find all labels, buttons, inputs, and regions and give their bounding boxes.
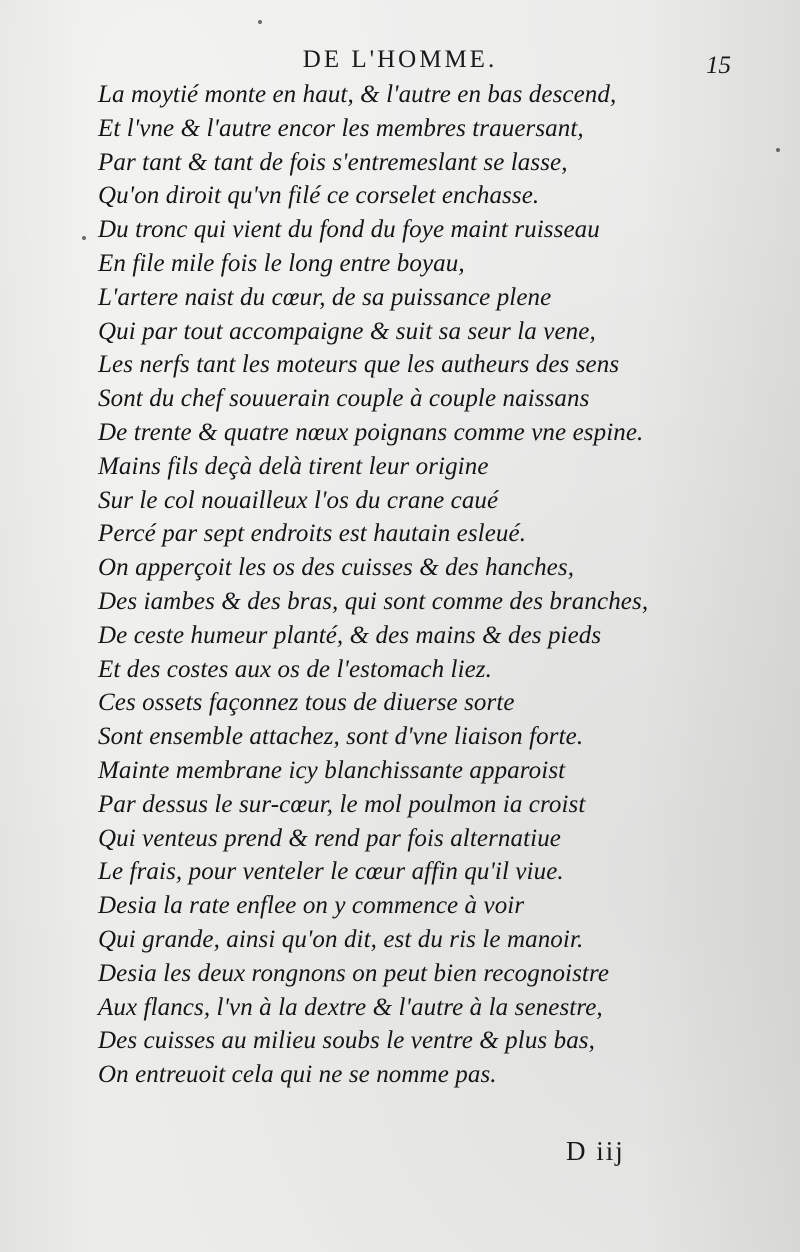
verse-line: Ces ossets façonnez tous de diuerse sorte <box>98 689 515 717</box>
facing-page-bleed-through <box>690 70 800 1150</box>
verse-line: De trente & quatre nœux poignans comme vne espine. <box>98 418 644 446</box>
verse-line: Des iambes & des bras, qui sont comme des branches, <box>98 587 649 615</box>
verse-line: La moytié monte en haut, & l'autre en bas descend, <box>98 81 617 108</box>
verse-line: Du tronc qui vient du fond du foye maint ruisseau <box>98 216 600 244</box>
verse-line: L'artere naist du cœur, de sa puissance plene <box>98 283 552 311</box>
verse-line: Le frais, pour venteler le cœur affin qu'il viue. <box>98 858 564 886</box>
signature-mark: D iij <box>566 1136 625 1166</box>
verse-line: Desia les deux rongnons on peut bien recognoistre <box>98 959 610 987</box>
verse-line: Desia la rate enflee on y commence à voir <box>98 892 525 920</box>
ink-speck <box>82 236 86 240</box>
verse-line: Qui grande, ainsi qu'on dit, est du ris le manoir. <box>98 925 584 953</box>
verse-block <box>98 78 698 1092</box>
verse-line: Aux flancs, l'vn à la dextre & l'autre à la senestre, <box>98 993 603 1021</box>
verse-line: Percé par sept endroits est hautain esleué. <box>98 520 527 548</box>
verse-line: Mains fils deçà delà tirent leur origine <box>98 452 489 480</box>
verse-line: On apperçoit les os des cuisses & des hanches, <box>98 554 575 582</box>
verse-line: Et des costes aux os de l'estomach liez. <box>98 655 492 683</box>
ink-speck <box>776 148 780 152</box>
running-head: DE L'HOMME. <box>302 46 498 73</box>
verse-line: Par dessus le sur-cœur, le mol poulmon ia croist <box>98 790 586 818</box>
verse-line: Par tant & tant de fois s'entremeslant se lasse, <box>98 148 568 176</box>
verse-line: Mainte membrane icy blanchissante apparoist <box>98 756 566 784</box>
page-number: 15 <box>706 52 731 79</box>
verse-line: Sont du chef souuerain couple à couple naissans <box>98 385 590 413</box>
verse-line: Qui venteus prend & rend par fois alternatiue <box>98 824 562 852</box>
verse-line: Des cuisses au milieu soubs le ventre & plus bas, <box>98 1027 595 1055</box>
verse-line: Qu'on diroit qu'vn filé ce corselet enchasse. <box>98 182 540 210</box>
verse-line: Qui par tout accompaigne & suit sa seur la vene, <box>98 317 596 345</box>
ink-speck <box>258 20 262 24</box>
verse-line: Sont ensemble attachez, sont d'vne liaison forte. <box>98 723 584 751</box>
verse-line: On entreuoit cela qui ne se nomme pas. <box>98 1061 497 1089</box>
verse-line: Les nerfs tant les moteurs que les autheurs des sens <box>98 351 620 379</box>
verse-line: En file mile fois le long entre boyau, <box>98 249 465 277</box>
verse-line: Sur le col nouailleux l'os du crane caué <box>98 486 499 514</box>
verse-line: De ceste humeur planté, & des mains & des pieds <box>98 621 602 649</box>
verse-line: Et l'vne & l'autre encor les membres trauersant, <box>98 114 584 142</box>
